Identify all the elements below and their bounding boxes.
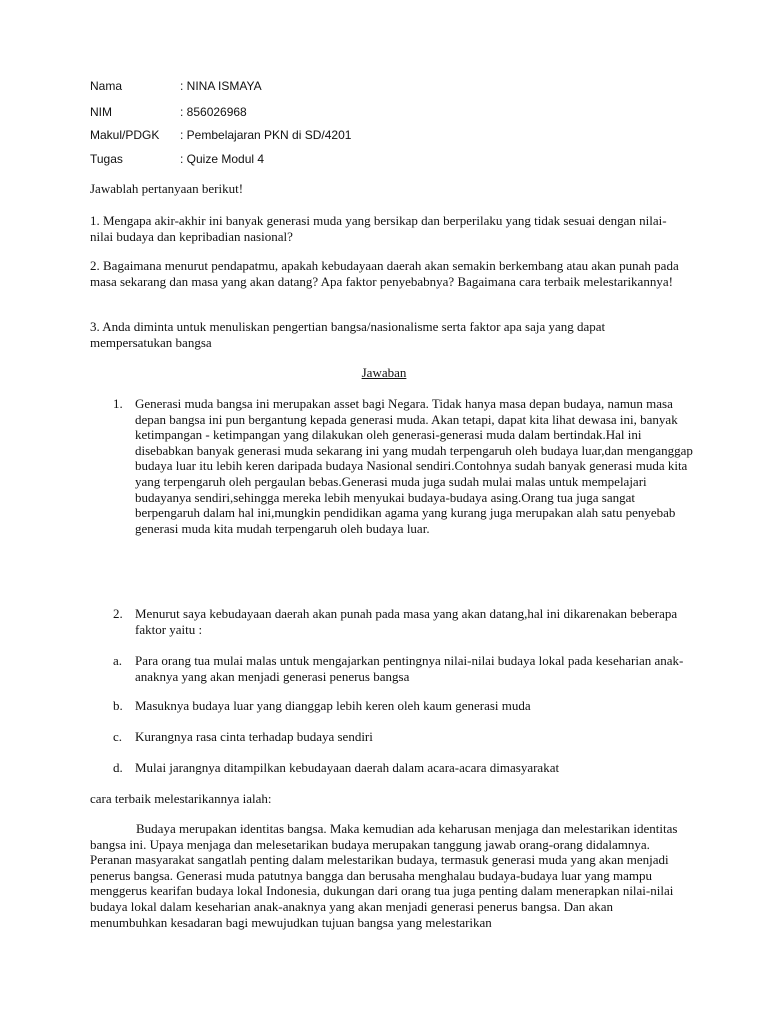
header-value: : 856026968 <box>180 105 247 119</box>
factor-letter: d. <box>113 760 123 775</box>
question-2: 2. Bagaimana menurut pendapatmu, apakah kebudayaan daerah akan semakin berkembang atau akan punah pada masa sekarang dan masa yang akan datang? Apa faktor penyebabnya? Bagaimana cara terbaik melestarikannya! <box>90 258 679 289</box>
question-3: 3. Anda diminta untuk menuliskan pengertian bangsa/nasionalisme serta faktor apa saja yang dapat mempersatukan bangsa <box>90 319 606 350</box>
factor-letter: b. <box>113 698 123 713</box>
factor-text: Masuknya budaya luar yang dianggap lebih keren oleh kaum generasi muda <box>135 698 531 713</box>
factor-text: Para orang tua mulai malas untuk mengajarkan pentingnya nilai-nilai budaya lokal pada keseharian anak-anaknya yang akan menjadi generasi penerus bangsa <box>135 653 684 684</box>
factor-text: Mulai jarangnya ditampilkan kebudayaan daerah dalam acara-acara dimasyarakat <box>135 760 560 775</box>
factor-letter: c. <box>113 729 123 744</box>
header-value: : NINA ISMAYA <box>180 79 262 93</box>
preserve-intro: cara terbaik melestarikannya ialah: <box>90 791 272 806</box>
header-label: NIM <box>90 105 112 119</box>
factor-text: Kurangnya rasa cinta terhadap budaya sendiri <box>135 729 373 744</box>
answer-number: 1. <box>113 396 123 411</box>
header-label: Tugas <box>90 152 123 166</box>
preserve-paragraph: Budaya merupakan identitas bangsa. Maka kemudian ada keharusan menjaga dan melestarikan identitas bangsa ini. Upaya menjaga dan melesetarikan budaya merupakan tanggung jawab orang-orang didalamnya. Peranan masyarakat sangatlah penting dalam melestarikan budaya, termasuk generasi muda yang akan menjadi penerus bangsa. Generasi muda patutnya bangga dan berusaha menghalau budaya-budaya luar yang mampu menggerus kearifan budaya lokal Indonesia, dukungan dari orang tua juga penting dalam menerapkan nilai-nilai budaya lokal dalam keseharian anak-anaknya yang akan menjadi generasi penerus bangsa. Dan akan menumbuhkan kesadaran bagi mewujudkan tujuan bangsa yang melestarikan <box>90 821 678 930</box>
answer-heading: Jawaban <box>361 365 407 380</box>
answer-number: 2. <box>113 606 123 621</box>
factor-letter: a. <box>113 653 123 668</box>
answer-text: Menurut saya kebudayaan daerah akan punah pada masa yang akan datang,hal ini dikarenakan beberapa faktor yaitu : <box>135 606 678 637</box>
header-label: Makul/PDGK <box>90 128 160 142</box>
header-value: : Quize Modul 4 <box>180 152 265 166</box>
header-label: Nama <box>90 79 123 93</box>
answer-text: Generasi muda bangsa ini merupakan asset bagi Negara. Tidak hanya masa depan budaya, namun masa depan bangsa ini pun bergantung kepada generasi muda. Akan tetapi, dapat kita lihat dewasa ini, banyak ketimpangan - ketimpangan yang dilakukan oleh generasi-generasi muda dalam bertindak.Hal ini disebabkan banyak generasi muda sekarang ini yang mudah terpengaruh oleh budaya luar,dan menganggap budaya luar itu lebih keren daripada budaya Nasional sendiri.Contohnya sudah banyak generasi muda kita yang terpengaruh oleh pergaulan bebas.Generasi muda juga sudah mulai malas untuk mempelajari budayanya sendiri,sehingga mereka lebih menyukai budaya-budaya asing.Orang tua juga sangat berpengaruh dalam hal ini,mungkin pendidikan agama yang kurang juga merupakan alah satu penyebab generasi muda kita mudah terpengaruh oleh budaya luar. <box>135 396 693 536</box>
instruction-text: Jawablah pertanyaan berikut! <box>90 181 244 196</box>
header-value: : Pembelajaran PKN di SD/4201 <box>180 128 352 142</box>
question-1: 1. Mengapa akir-akhir ini banyak generasi muda yang bersikap dan berperilaku yang tidak sesuai dengan nilai-nilai budaya dan kepribadian nasional? <box>90 213 667 244</box>
